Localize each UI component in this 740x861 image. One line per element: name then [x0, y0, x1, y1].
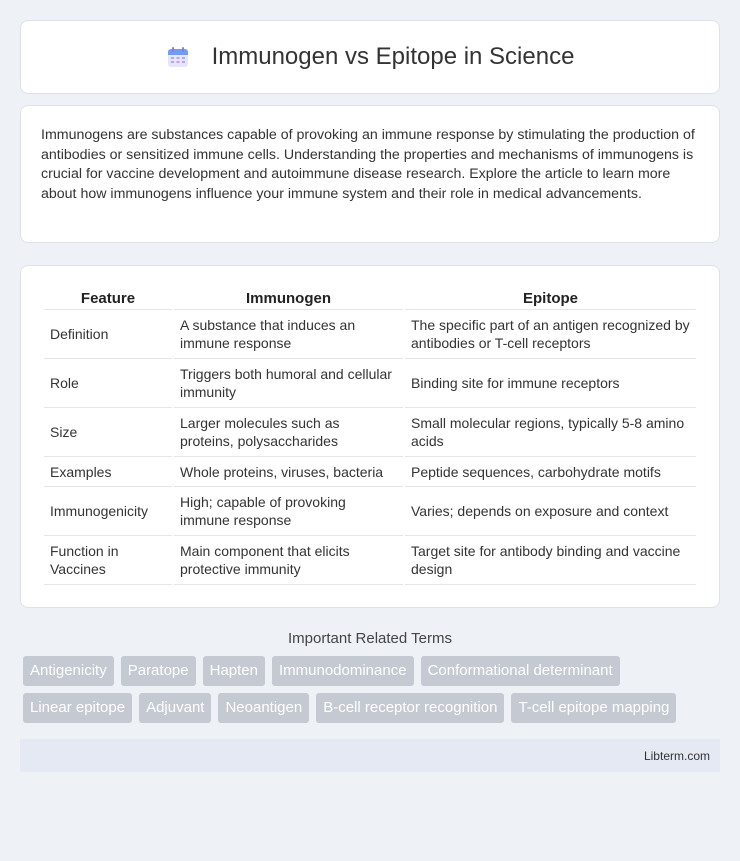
related-term-tag[interactable]: Paratope — [121, 656, 196, 686]
title-card — [20, 20, 720, 94]
row-immunogen: Main component that elicits protective immunity — [174, 536, 403, 585]
row-feature: Function in Vaccines — [44, 536, 172, 585]
related-term-tag[interactable]: Immunodominance — [272, 656, 414, 686]
header-feature: Feature — [44, 288, 172, 310]
row-feature: Definition — [44, 310, 172, 359]
table-row — [44, 487, 696, 536]
row-immunogen: Larger molecules such as proteins, polysaccharides — [174, 408, 403, 457]
row-immunogen: High; capable of provoking immune response — [174, 487, 403, 536]
row-epitope: Varies; depends on exposure and context — [405, 487, 696, 536]
footer-site-link[interactable]: Libterm.com — [643, 748, 710, 763]
row-epitope: Target site for antibody binding and vaccine design — [405, 536, 696, 585]
intro-card — [20, 105, 720, 243]
intro-text: Immunogens are substances capable of provoking an immune response by stimulating the production of antibodies or sensitized immune cells. Understanding the properties and mechanisms of immunogens is crucial for vaccine development and autoimmune disease research. Explore the article to learn more about how immunogens influence your immune system and their role in medical advancements. — [41, 127, 695, 202]
related-term-tag[interactable]: Adjuvant — [139, 693, 211, 723]
row-epitope: Small molecular regions, typically 5-8 amino acids — [405, 408, 696, 457]
table-header-row — [44, 288, 696, 310]
related-term-tag[interactable]: Conformational determinant — [421, 656, 620, 686]
related-terms-title: Important Related Terms — [288, 630, 452, 647]
table-row — [44, 536, 696, 585]
related-term-tag[interactable]: Linear epitope — [23, 693, 132, 723]
row-epitope: Peptide sequences, carbohydrate motifs — [405, 457, 696, 487]
related-term-tag[interactable]: T-cell epitope mapping — [511, 693, 676, 723]
related-term-tag[interactable]: B-cell receptor recognition — [316, 693, 504, 723]
table-row — [44, 408, 696, 457]
header-immunogen: Immunogen — [174, 288, 403, 310]
table-row — [44, 359, 696, 408]
related-term-tag[interactable]: Neoantigen — [218, 693, 309, 723]
calendar-icon — [166, 45, 190, 69]
related-terms-list — [23, 656, 720, 730]
row-immunogen: Triggers both humoral and cellular immunity — [174, 359, 403, 408]
row-immunogen: Whole proteins, viruses, bacteria — [174, 457, 403, 487]
table-row — [44, 310, 696, 359]
related-term-tag[interactable]: Antigenicity — [23, 656, 114, 686]
table-row — [44, 457, 696, 487]
row-feature: Role — [44, 359, 172, 408]
row-immunogen: A substance that induces an immune response — [174, 310, 403, 359]
row-feature: Size — [44, 408, 172, 457]
footer — [20, 739, 720, 772]
comparison-table-card — [20, 265, 720, 608]
related-term-tag[interactable]: Hapten — [203, 656, 265, 686]
row-epitope: Binding site for immune receptors — [405, 359, 696, 408]
row-feature: Examples — [44, 457, 172, 487]
page-title: Immunogen vs Epitope in Science — [211, 43, 575, 70]
row-feature: Immunogenicity — [44, 487, 172, 536]
header-epitope: Epitope — [405, 288, 696, 310]
comparison-table — [42, 288, 698, 585]
row-epitope: The specific part of an antigen recognized by antibodies or T-cell receptors — [405, 310, 696, 359]
